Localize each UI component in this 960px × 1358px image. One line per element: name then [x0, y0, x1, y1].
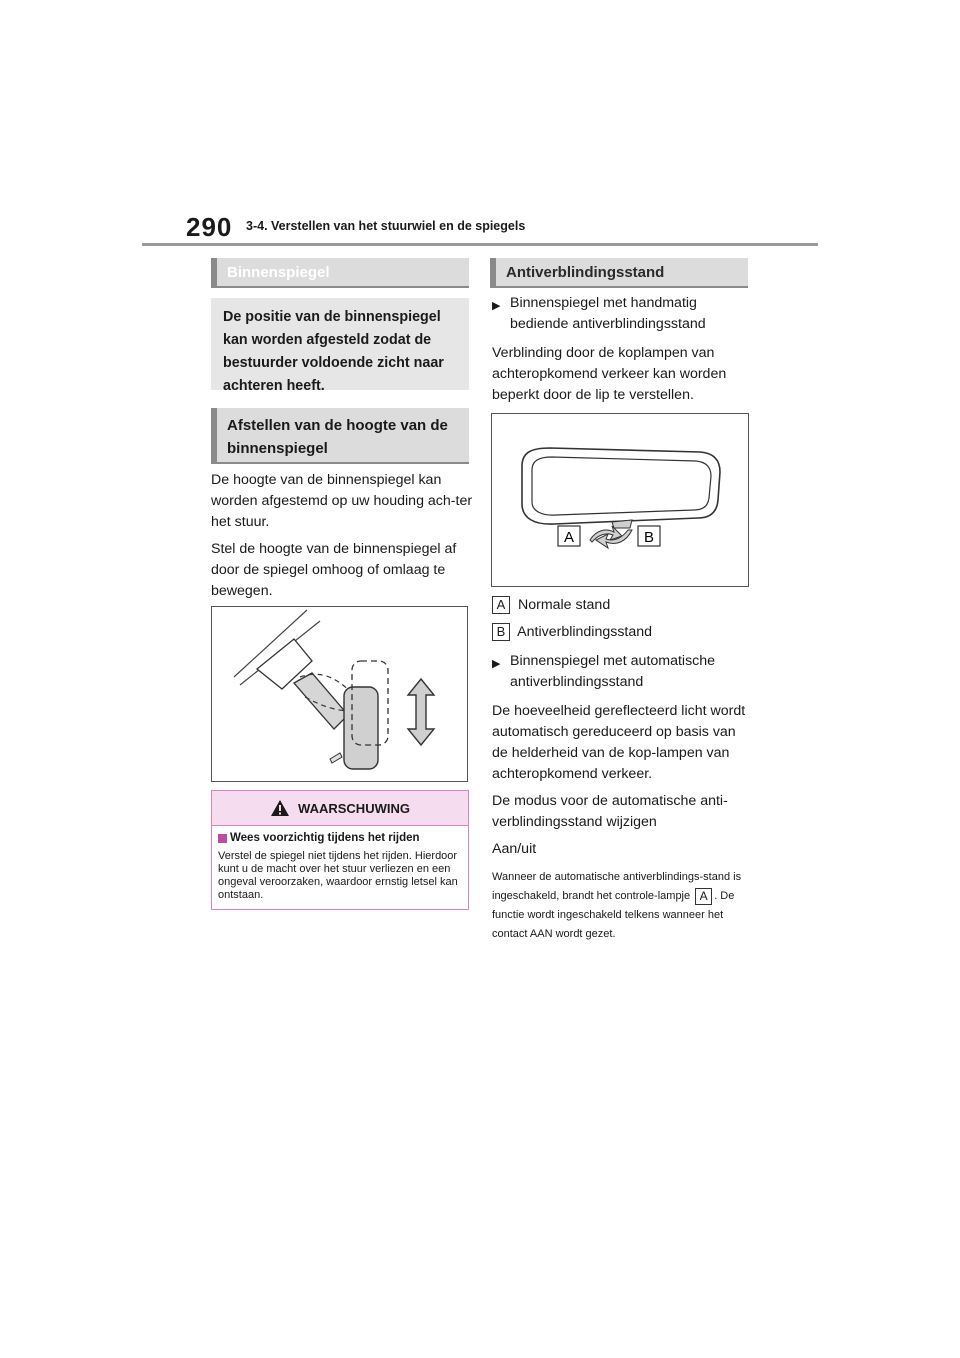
warning-title-row	[218, 832, 462, 844]
left-body	[211, 470, 473, 608]
paragraph: Aan/uit	[492, 841, 537, 857]
intro-box: De positie van de binnenspiegel kan worden afgesteld zodat de bestuurder voldoende zicht naar achteren heeft.	[211, 298, 469, 390]
section-title-antiverblinding: Antiverblindingsstand	[490, 258, 748, 288]
label-b-icon: B	[492, 623, 510, 641]
warning-box	[211, 790, 469, 910]
bullet-item	[492, 293, 754, 335]
legend-text: Normale stand	[517, 597, 611, 613]
mirror-height-figure	[211, 606, 468, 782]
warning-triangle-icon	[270, 799, 290, 817]
figure-label-b: B	[643, 529, 655, 546]
warning-title: Wees voorzichtig tijdens het rijden	[230, 832, 420, 844]
small-note-text: Wanneer de automatische antiverblindings-stand is ingeschakeld, brandt het controle-lampje	[492, 871, 742, 902]
label-a-icon: A	[492, 596, 510, 614]
rearview-mirror-illustration	[492, 414, 748, 586]
right-body-legend	[492, 595, 754, 944]
page-number: 290	[186, 212, 233, 242]
warning-text: Verstel de spiegel niet tijdens het rijden. Hierdoor kunt u de macht over het stuur verliezen en een ongeval veroorzaken, waardoor ernstig letsel kan ontstaan.	[218, 850, 458, 901]
paragraph: De modus voor de automatische anti-verblindingsstand wijzigen	[492, 793, 728, 830]
subsection-title-height: Afstellen van de hoogte van de binnenspiegel	[211, 408, 469, 464]
legend-item-a	[492, 595, 754, 616]
antiglare-mirror-figure	[491, 413, 749, 587]
legend-text: Antiverblindingsstand	[517, 624, 653, 640]
small-note-text: . De functie wordt ingeschakeld telkens wanneer het contact AAN wordt gezet.	[492, 890, 735, 940]
right-body-top	[492, 293, 754, 412]
paragraph: Stel de hoogte van de binnenspiegel af door de spiegel omhoog of omlaag te bewegen.	[211, 541, 457, 599]
paragraph: Verblinding door de koplampen van achteropkomend verkeer kan worden beperkt door de lip te verstellen.	[492, 345, 727, 403]
label-a-icon: A	[695, 888, 712, 905]
section-title-binnenspiegel: Binnenspiegel	[211, 258, 469, 288]
paragraph: De hoogte van de binnenspiegel kan worden afgestemd op uw houding ach-ter het stuur.	[211, 472, 473, 530]
paragraph: De hoeveelheid gereflecteerd licht wordt automatisch gereduceerd op basis van de helderheid van de kop-lampen van achteropkomend verkeer.	[492, 703, 746, 782]
small-note	[492, 868, 754, 944]
triangle-bullet-icon: ▶	[492, 658, 501, 670]
bullet-text: Binnenspiegel met handmatig bediende antiverblindingsstand	[510, 295, 706, 332]
mirror-height-illustration	[212, 607, 467, 781]
warning-heading: WAARSCHUWING	[298, 800, 410, 816]
header-divider	[142, 243, 818, 246]
bullet-text: Binnenspiegel met automatische antiverblindingsstand	[510, 653, 716, 690]
triangle-bullet-icon: ▶	[492, 300, 501, 312]
warning-header	[212, 791, 468, 826]
warning-bullet-icon	[218, 834, 227, 843]
bullet-item	[492, 651, 754, 693]
legend-item-b	[492, 622, 754, 643]
chapter-title: 3-4. Verstellen van het stuurwiel en de spiegels	[246, 219, 526, 233]
figure-label-a: A	[563, 529, 575, 546]
